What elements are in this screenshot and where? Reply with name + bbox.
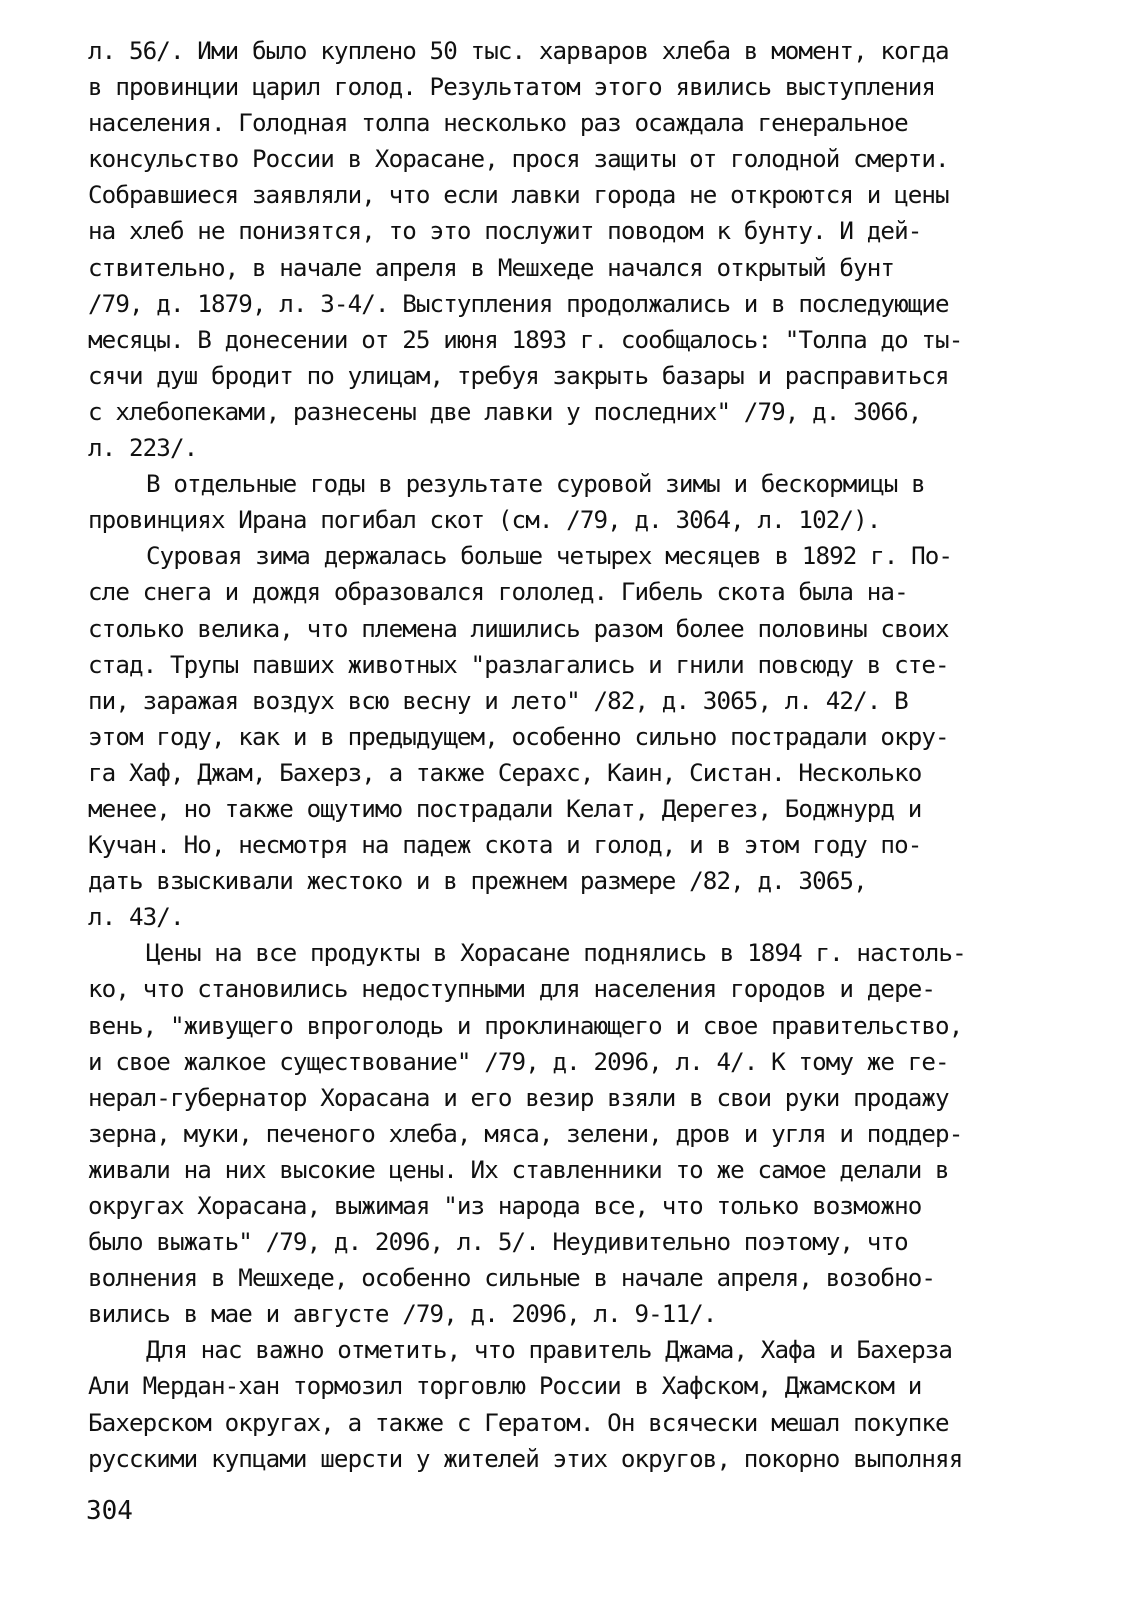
text-line: месяцы. В донесении от 25 июня 1893 г. сообщалось: "Толпа до ты- xyxy=(88,325,963,354)
text-line: на хлеб не понизятся, то это послужит поводом к бунту. И дей- xyxy=(88,217,922,246)
paragraph xyxy=(88,1332,1048,1476)
text-line: менее, но также ощутимо пострадали Келат, Дерегез, Боджнурд и xyxy=(88,794,922,823)
text-line: ствительно, в начале апреля в Мешхеде начался открытый бунт xyxy=(88,253,895,282)
text-line: живали на них высокие цены. Их ставленники то же самое делали в xyxy=(88,1155,949,1184)
text-line: с хлебопеками, разнесены две лавки у последних" /79, д. 3066, xyxy=(88,397,922,426)
body-text xyxy=(88,33,1048,1477)
text-line: ко, что становились недоступными для населения городов и дере- xyxy=(88,975,936,1004)
text-line: сле снега и дождя образовался гололед. Гибель скота была на- xyxy=(88,578,908,607)
text-line: В отдельные годы в результате суровой зимы и бескормицы в xyxy=(146,470,925,499)
text-line: л. 223/. xyxy=(88,434,198,463)
paragraph xyxy=(88,466,1048,538)
text-line: русскими купцами шерсти у жителей этих округов, покорно выполняя xyxy=(88,1444,963,1473)
text-line: вень, "живущего впроголодь и проклинающего и свое правительство, xyxy=(88,1011,963,1040)
text-line: волнения в Мешхеде, особенно сильные в начале апреля, возобно- xyxy=(88,1264,936,1293)
text-line: зерна, муки, печеного хлеба, мяса, зелени, дров и угля и поддер- xyxy=(88,1119,963,1148)
text-line: Цены на все продукты в Хорасане поднялись в 1894 г. настоль- xyxy=(146,939,966,968)
text-line: столько велика, что племена лишились разом более половины своих xyxy=(88,614,949,643)
text-line: пи, заражая воздух всю весну и лето" /82, д. 3065, л. 42/. В xyxy=(88,686,908,715)
text-line: нерал-губернатор Хорасана и его везир взяли в свои руки продажу xyxy=(88,1083,949,1112)
text-line: округах Хорасана, выжимая "из народа все, что только возможно xyxy=(88,1192,922,1220)
text-line: га Хаф, Джам, Бахерз, а также Серахс, Каин, Систан. Несколько xyxy=(88,758,922,787)
text-line: Суровая зима держалась больше четырех месяцев в 1892 г. По- xyxy=(146,542,953,571)
text-line: было выжать" /79, д. 2096, л. 5/. Неудивительно поэтому, что xyxy=(88,1228,908,1257)
text-line: л. 56/. Ими было куплено 50 тыс. харваров хлеба в момент, когда xyxy=(88,37,949,65)
text-line: стад. Трупы павших животных "разлагались и гнили повсюду в сте- xyxy=(88,650,949,679)
text-line: консульство России в Хорасане, прося защиты от голодной смерти. xyxy=(88,145,949,174)
text-line: Али Мердан-хан тормозил торговлю России в Хафском, Джамском и xyxy=(88,1372,922,1401)
text-line: Собравшиеся заявляли, что если лавки города не откроются и цены xyxy=(88,181,949,210)
text-line: /79, д. 1879, л. 3-4/. Выступления продолжались и в последующие xyxy=(88,289,949,318)
text-line: в провинции царил голод. Результатом этого явились выступления xyxy=(88,73,936,102)
paragraph xyxy=(88,935,1048,1332)
paragraph xyxy=(88,538,1048,935)
text-line: провинциях Ирана погибал скот (см. /79, д. 3064, л. 102/). xyxy=(88,506,881,535)
text-line: Для нас важно отметить, что правитель Джама, Хафа и Бахерза xyxy=(146,1336,953,1365)
text-line: населения. Голодная толпа несколько раз осаждала генеральное xyxy=(88,109,908,138)
text-line: сячи душ бродит по улицам, требуя закрыть базары и расправиться xyxy=(88,361,949,390)
text-line: л. 43/. xyxy=(88,903,184,932)
text-line: вились в мае и августе /79, д. 2096, л. 9-11/. xyxy=(88,1300,717,1329)
text-line: Бахерском округах, а также с Гератом. Он всячески мешал покупке xyxy=(88,1408,949,1437)
paragraph xyxy=(88,33,1048,466)
text-line: Кучан. Но, несмотря на падеж скота и голод, и в этом году по- xyxy=(88,831,922,860)
page-number: 304 xyxy=(86,1496,133,1526)
text-line: этом году, как и в предыдущем, особенно сильно пострадали окру- xyxy=(88,722,949,751)
text-line: дать взыскивали жестоко и в прежнем размере /82, д. 3065, xyxy=(88,867,867,896)
text-line: и свое жалкое существование" /79, д. 2096, л. 4/. К тому же ге- xyxy=(88,1047,949,1076)
